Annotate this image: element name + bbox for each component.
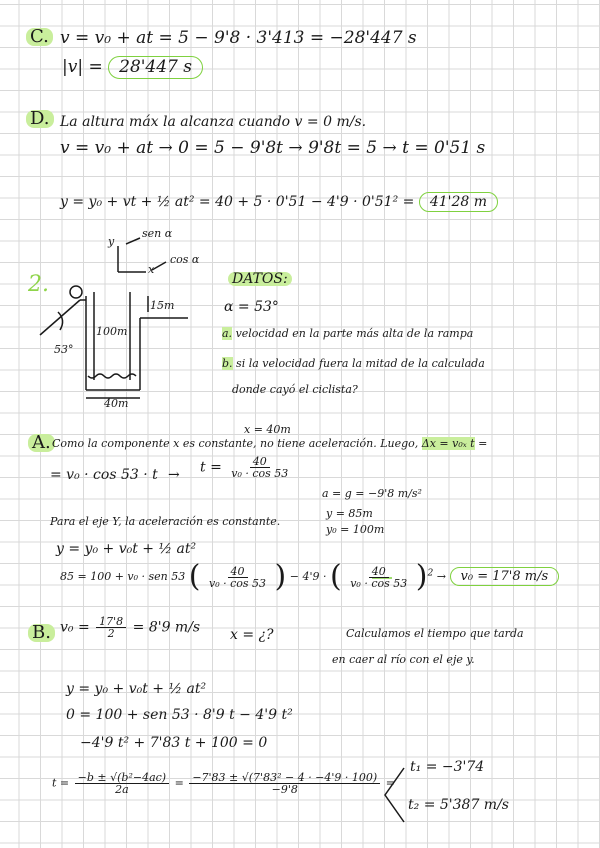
item-b-text: si la velocidad fuera la mitad de la calculada (236, 357, 485, 370)
part-a-eq3-mid: − 4'9 · (289, 570, 327, 583)
part-b-quad-num: −b ± √(b²−4ac) (75, 772, 169, 784)
note-a-g: a = g = −9'8 m/s² (322, 487, 422, 500)
section-d-label: D. (26, 110, 54, 128)
dim-15m: 15m (150, 299, 175, 312)
section-d-eq2-text: y = y₀ + vt + ½ at² = 40 + 5 · 0'51 − 4'9 · 0'51² = (60, 194, 415, 210)
part-a-t-den: v₀ · cos 53 (231, 467, 289, 480)
part-b-eq-sign-1: = (174, 776, 184, 790)
part-a-t-num: 40 (250, 456, 270, 468)
part-b-v0-fraction (96, 616, 126, 639)
part-a-t-eq (200, 456, 293, 479)
root-t1: t₁ = −3'74 (410, 759, 485, 775)
part-b-quadratic (52, 772, 395, 795)
item-b-label: b. (222, 357, 233, 370)
part-b-label: B. (28, 624, 55, 642)
part-b-v0-den: 2 (107, 627, 115, 640)
part-a-sentence: Como la componente x es constante, no tiene aceleración. Luego, (52, 437, 419, 450)
part-a-eq3: 85 = 100 + v₀ · sen 53 ( $\frac{40}{\text{v₀ · cos 53}}$ ) − 4'9 · ( $\frac{40}{\text{v₀ · cos 53}}$ )$^2$ → v₀ = 17'8 m/s (60, 562, 559, 592)
para-eje-y: Para el eje Y, la aceleración es constante. (50, 515, 281, 528)
axes-drawing (118, 238, 166, 272)
axis-y-label: y (108, 235, 115, 248)
section-c-result: 28'447 s (108, 56, 203, 79)
part-a-eq3-num1: 40 (228, 566, 248, 578)
item-b (222, 358, 485, 369)
part-b-calc-2: en caer al río con el eje y. (332, 653, 475, 666)
item-a-text: velocidad en la parte más alta de la rampa (235, 327, 474, 340)
note-y0: y₀ = 100m (326, 523, 385, 536)
dim-100m: 100m (96, 325, 128, 338)
part-a-label: A. (28, 434, 55, 452)
angle-53: 53° (54, 343, 74, 356)
axis-y-note: sen α (142, 227, 173, 240)
part-a-eq3-num2: 40 (369, 566, 389, 578)
section-d-result: 41'28 m (419, 192, 498, 212)
item-a (222, 328, 473, 339)
part-a-eq3-prefix: 85 = 100 + v₀ · sen 53 (60, 570, 186, 583)
part-a-eq3-den2: v₀ · cos 53 (350, 576, 408, 590)
axis-x-note: cos α (170, 253, 200, 266)
section-d-title: La altura máx la alcanza cuando v = 0 m/s. (60, 114, 367, 130)
part-b-v0-num: 17'8 (96, 616, 126, 628)
part-b-x-question: x = ¿? (230, 627, 274, 643)
section-c-eq1: v = v₀ + at = 5 − 9'8 · 3'413 = −28'447 s (60, 28, 417, 48)
note-y: y = 85m (326, 507, 373, 520)
part-b-eq2: 0 = 100 + sen 53 · 8'9 t − 4'9 t² (66, 707, 293, 723)
part-a-text (52, 438, 487, 449)
part-a-formula: Δx = v₀ₓ t (421, 437, 475, 450)
part-a-result: v₀ = 17'8 m/s (450, 567, 560, 586)
section-d-eq1: v = v₀ + at → 0 = 5 − 9'8t → 9'8t = 5 → t = 0'51 s (60, 138, 486, 158)
problem-2-label: 2. (28, 272, 49, 297)
part-a-eq3-frac2 (347, 566, 410, 589)
axis-x-label: x (148, 263, 155, 276)
root-t2: t₂ = 5'387 m/s (408, 797, 509, 813)
part-b-sub-fraction (189, 772, 380, 795)
section-c-label: C. (26, 28, 53, 46)
part-b-sub-num: −7'83 ± √(7'83² − 4 · −4'9 · 100) (189, 772, 380, 784)
part-a-eq-sign: = (478, 437, 488, 450)
part-a-eq3-exp: 2 (427, 567, 434, 579)
section-c-eq2-prefix: |v| = (62, 57, 103, 77)
part-a-t-label: t = (200, 459, 222, 476)
part-a-eq3-arrow: → (436, 570, 447, 583)
part-b-quad-fraction (75, 772, 169, 795)
part-a-eq2: y = y₀ + v₀t + ½ at² (56, 541, 197, 557)
datos-title: DATOS: (228, 272, 292, 286)
part-a-arrow: → (168, 467, 180, 483)
part-b-calc-1: Calculamos el tiempo que tarda (346, 627, 524, 640)
part-b-eq3: −4'9 t² + 7'83 t + 100 = 0 (80, 735, 268, 751)
dim-40m: 40m (104, 397, 129, 410)
part-b-eq-sign-2: = (385, 776, 395, 790)
note-x-40: x = 40m (244, 423, 291, 436)
part-b-t-prefix: t = (52, 776, 70, 790)
part-a-t-fraction (228, 456, 291, 479)
part-b-eq1: y = y₀ + v₀t + ½ at² (66, 681, 207, 697)
part-a-eq1: = v₀ · cos 53 · t (50, 467, 158, 483)
item-b-text-2: donde cayó el ciclista? (232, 383, 358, 396)
part-a-eq3-frac1 (206, 566, 269, 589)
part-a-eq3-den1: v₀ · cos 53 (208, 576, 267, 590)
item-a-label: a. (222, 327, 233, 340)
part-b-sub-den: −9'8 (271, 783, 298, 796)
part-b-v0-prefix: v₀ = (60, 619, 90, 636)
alpha-value: α = 53° (224, 299, 279, 315)
part-b-v0-result: = 8'9 m/s (132, 619, 201, 636)
part-b-v0 (60, 616, 200, 639)
part-b-quad-den: 2a (115, 783, 129, 796)
